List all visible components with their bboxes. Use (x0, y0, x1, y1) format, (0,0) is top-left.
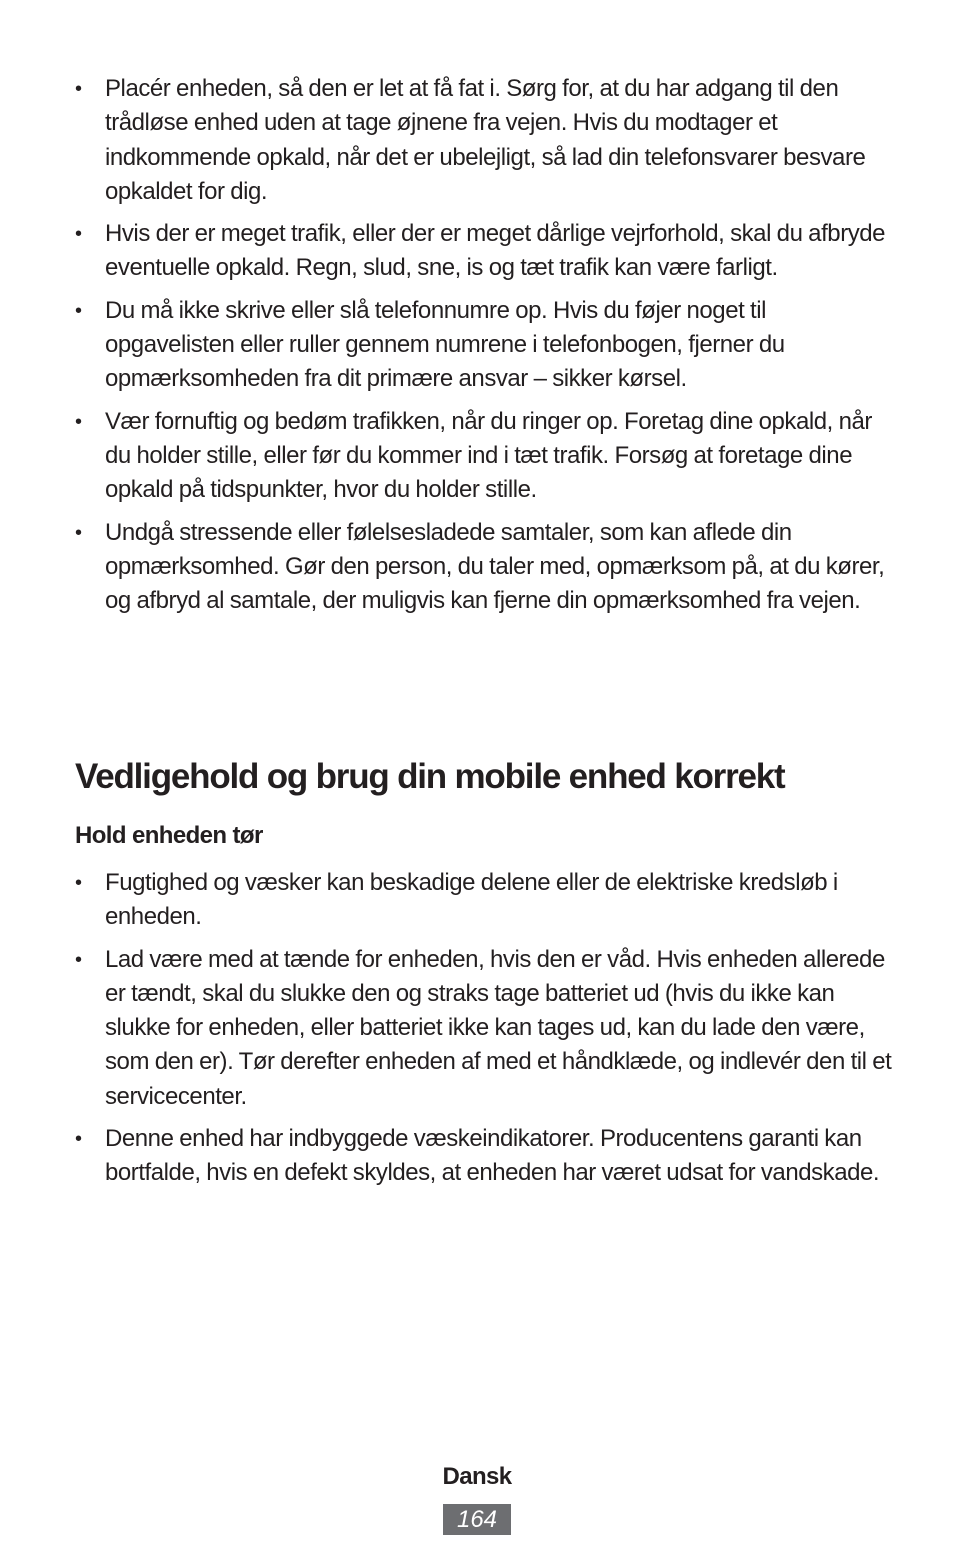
list-item (75, 1122, 895, 1191)
list-item-text: Vær fornuftig og bedøm trafikken, når du ringer op. Foretag dine opkald, når du holder stille, eller før du kommer ind i tæt trafik. Forsøg at foretage dine opkald på tidspunkter, hvor du holder stille. (105, 407, 872, 504)
bullet-icon: • (75, 521, 82, 544)
list-item-text: Placér enheden, så den er let at få fat i. Sørg for, at du har adgang til den trådløse enhed uden at tage øjnene fra vejen. Hvis du modtager et indkommende opkald, når det er ubelejligt, så lad din telefonsvarer besvare opkaldet for dig. (105, 75, 866, 205)
page-number: 164 (443, 1504, 511, 1535)
bullet-icon: • (75, 223, 82, 246)
list-item-text: Du må ikke skrive eller slå telefonnumre op. Hvis du føjer noget til opgavelisten eller ruller gennem numrene i telefonbogen, fjerner du opmærksomheden fra dit primære ansvar – sikker kørsel. (105, 296, 785, 393)
bullet-icon: • (75, 410, 82, 433)
bullet-icon: • (75, 1128, 82, 1151)
list-item (75, 516, 895, 619)
list-item (75, 72, 895, 209)
list-item-text: Fugtighed og væsker kan beskadige delene eller de elektriske kredsløb i enheden. (105, 869, 838, 931)
bullet-icon: • (75, 78, 82, 100)
driving-safety-list (75, 72, 895, 626)
list-item (75, 405, 895, 508)
list-item-text: Hvis der er meget trafik, eller der er meget dårlige vejrforhold, skal du afbryde eventuelle opkald. Regn, slud, sne, is og tæt trafik kan være farligt. (105, 220, 886, 282)
footer-language: Dansk (442, 1463, 512, 1490)
section-subtitle: Hold enheden tør (75, 822, 263, 849)
list-item-text: Undgå stressende eller følelsesladede samtaler, som kan aflede din opmærksomhed. Gør den person, du taler med, opmærksom på, at du kører, og afbryd al samtale, der muligvis kan fjerne din opmærksomhed fra vejen. (105, 518, 885, 615)
keep-device-dry-list (75, 866, 895, 1199)
list-item-text: Lad være med at tænde for enheden, hvis den er våd. Hvis enheden allerede er tændt, skal du slukke den og straks tage batteriet ud (hvis du ikke kan slukke for enheden, eller batteriet ikke kan tages ud, kan du lade den være, som den er). Tør derefter enheden af med et håndklæde, og indlevér den til et servicecenter. (105, 945, 892, 1110)
list-item (75, 217, 895, 286)
list-item (75, 866, 895, 935)
list-item (75, 943, 895, 1114)
list-item-text: Denne enhed har indbyggede væskeindikatorer. Producentens garanti kan bortfalde, hvis en defekt skyldes, at enheden har været udsat for vandskade. (105, 1125, 880, 1187)
bullet-icon: • (75, 872, 82, 894)
section-title: Vedligehold og brug din mobile enhed korrekt (75, 757, 785, 796)
bullet-icon: • (75, 948, 82, 971)
list-item (75, 294, 895, 397)
bullet-icon: • (75, 299, 82, 322)
